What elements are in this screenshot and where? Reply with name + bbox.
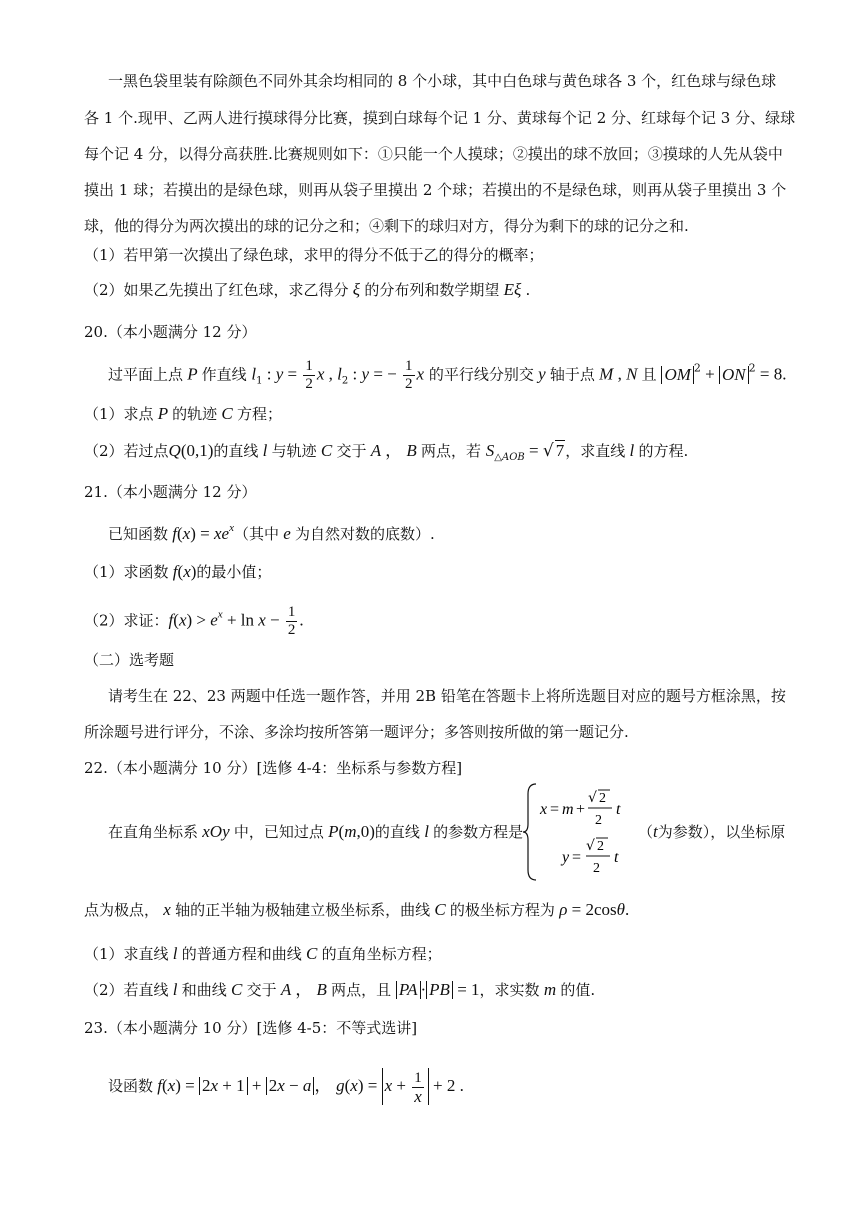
p22-question-1: （1）求直线 l 的普通方程和曲线 C 的直角坐标方程； — [84, 944, 442, 963]
p19-line-3: 每个记 4 分，以得分高获胜.比赛规则如下：①只能一个人摸球；②摸出的球不放回；③摸球的人先从袋中 — [84, 145, 783, 163]
section-instruction-2: 所涂题号进行评分，不涂、多涂均按所答第一题评分；多答则按所做的第一题记分. — [84, 723, 629, 741]
section-heading: （二）选考题 — [84, 651, 175, 669]
svg-text:√: √ — [588, 790, 597, 806]
p19-line-1: 一黑色袋里装有除颜色不同外其余均相同的 8 个小球，其中白色球与黄色球各 3 个，红色球与绿色球 — [108, 72, 777, 90]
p19-line-4: 摸出 1 球；若摸出的是绿色球，则再从袋子里摸出 2 个球；若摸出的不是绿色球，则再从袋子里摸出 3 个 — [84, 181, 787, 199]
p22-statement: 在直角坐标系 xOy 中，已知过点 P(m,0)的直线 l 的参数方程是 — [108, 822, 524, 841]
p20-statement: 过平面上点 P 作直线 $l_1$ : y = $\frac{1}{2}$ x , $l_2$ : y = − $\frac{1}{2}$ x 的平行线分别交 y 轴于点 M , N 且 OM $^2$ + ON $^2$ = 8. — [108, 358, 787, 392]
p20-heading: 20.（本小题满分 12 分） — [84, 323, 257, 341]
p21-heading: 21.（本小题满分 12 分） — [84, 483, 257, 501]
svg-text:=: = — [572, 849, 582, 866]
svg-text:=: = — [550, 801, 560, 818]
p19-line-5: 球，他的得分为两次摸出的球的记分之和；④剩下的球归对方，得分为剩下的球的记分之和. — [84, 217, 689, 235]
svg-text:2: 2 — [599, 791, 606, 806]
p19-question-1: （1）若甲第一次摸出了绿色球，求甲的得分不低于乙的得分的概率； — [84, 246, 544, 264]
svg-text:+: + — [576, 801, 586, 818]
svg-text:2: 2 — [595, 813, 602, 828]
svg-text:√: √ — [586, 838, 595, 854]
svg-text:x: x — [540, 801, 548, 818]
p21-statement: 已知函数 $f(x) = xe^x$（其中 e 为自然对数的底数）. — [108, 522, 435, 543]
svg-text:2: 2 — [597, 839, 604, 854]
p19-line-2: 各 1 个.现甲、乙两人进行摸球得分比赛，摸到白球每个记 1 分、黄球每个记 2 分、红球每个记 3 分、绿球 — [84, 109, 796, 127]
p21-question-1: （1）求函数 f(x)的最小值； — [84, 562, 272, 581]
p22-statement-line-2: 点为极点， x 轴的正半轴为极轴建立极坐标系，曲线 C 的极坐标方程为 ρ = 2cosθ. — [84, 900, 630, 919]
svg-text:t: t — [614, 849, 619, 866]
p22-statement-tail: （t为参数），以坐标原 — [638, 822, 786, 841]
p23-statement: 设函数 f(x) = 2x + 1 + 2x − a ， g(x) = x + $\frac{1}{x}$ + 2 . — [108, 1069, 464, 1106]
p23-heading: 23.（本小题满分 10 分）[选修 4-5：不等式选讲] — [84, 1019, 418, 1037]
parametric-equations — [522, 780, 642, 884]
p22-heading: 22.（本小题满分 10 分）[选修 4-4：坐标系与参数方程] — [84, 759, 463, 777]
p19-question-2: （2）如果乙先摸出了红色球，求乙得分 ξ 的分布列和数学期望 Eξ . — [84, 280, 531, 299]
p22-question-2: （2）若直线 l 和曲线 C 交于 A ， B 两点，且 PA · PB = 1，求实数 m 的值. — [84, 980, 596, 999]
section-instruction-1: 请考生在 22、23 两题中任选一题作答，并用 2B 铅笔在答题卡上将所选题目对应的题号方框涂黑，按 — [108, 687, 786, 705]
p20-question-1: （1）求点 P 的轨迹 C 方程； — [84, 404, 282, 423]
svg-text:2: 2 — [593, 861, 600, 876]
svg-text:t: t — [616, 801, 621, 818]
p20-question-2: （2）若过点Q(0,1)的直线 l 与轨迹 C 交于 A ， B 两点，若 $S_{\triangle AOB}$ = √ 7，求直线 l 的方程. — [84, 441, 689, 463]
svg-text:m: m — [562, 801, 574, 818]
svg-text:y: y — [562, 849, 570, 866]
p21-question-2: （2）求证：$f(x) > e^x + \ln x$ − $\frac{1}{2}$ . — [84, 604, 304, 638]
